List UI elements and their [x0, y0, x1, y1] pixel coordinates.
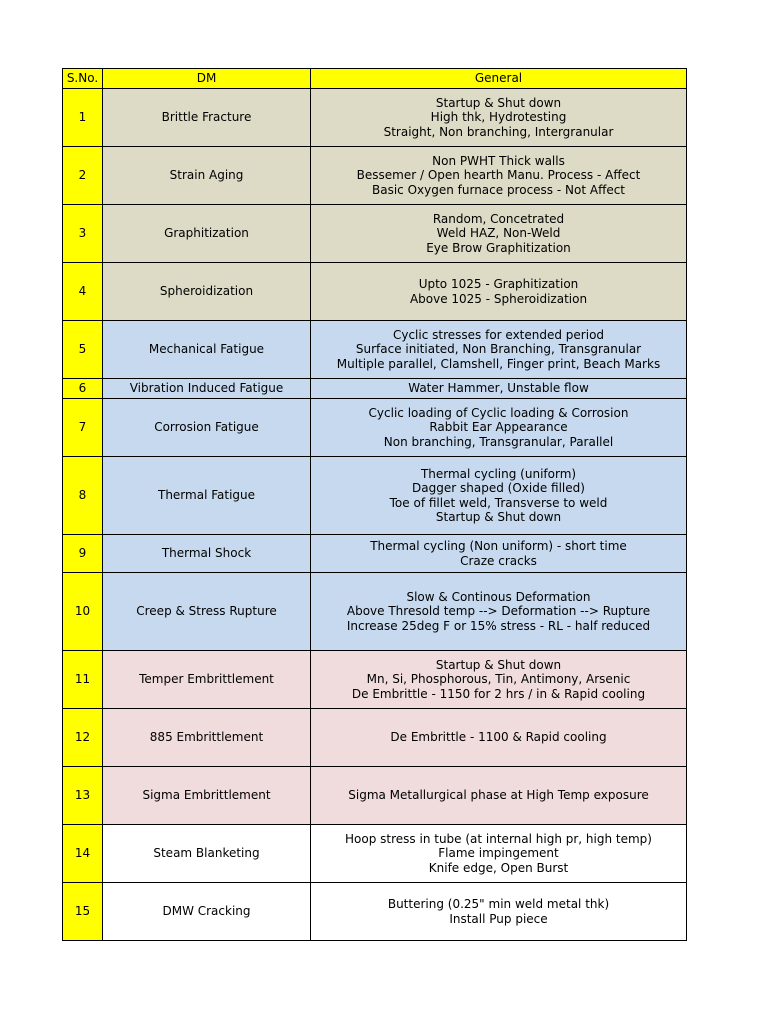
table-row: [63, 89, 687, 147]
row-number: 10: [63, 573, 103, 651]
table-row: [63, 767, 687, 825]
header-general: General: [311, 69, 687, 89]
row-number: 3: [63, 205, 103, 263]
row-number: 8: [63, 457, 103, 535]
general-notes-cell: [311, 457, 687, 535]
general-note-line: Slow & Continous Deformation: [406, 589, 591, 604]
general-notes-cell: [311, 883, 687, 941]
row-number: 4: [63, 263, 103, 321]
damage-mechanism-name: Thermal Fatigue: [103, 457, 311, 535]
general-note-line: Basic Oxygen furnace process - Not Affect: [371, 182, 626, 197]
damage-mechanism-name: DMW Cracking: [103, 883, 311, 941]
general-note-line: Flame impingement: [438, 846, 559, 861]
general-notes-cell: [311, 573, 687, 651]
general-note-line: High thk, Hydrotesting: [430, 110, 567, 125]
general-notes-cell: [311, 825, 687, 883]
general-notes-cell: [311, 321, 687, 379]
general-note-line: Toe of fillet weld, Transverse to weld: [389, 495, 608, 510]
general-notes-cell: [311, 651, 687, 709]
general-note-line: Increase 25deg F or 15% stress - RL - half reduced: [346, 618, 651, 633]
general-note-line: Dagger shaped (Oxide filled): [412, 481, 585, 495]
general-notes-cell: [311, 379, 687, 399]
damage-mechanism-name: Brittle Fracture: [103, 89, 311, 147]
damage-mechanism-name: Temper Embrittlement: [103, 651, 311, 709]
row-number: 12: [63, 709, 103, 767]
general-note-line: Cyclic loading of Cyclic loading & Corrosion: [368, 405, 629, 420]
table-row: [63, 205, 687, 263]
general-note-line: Rabbit Ear Appearance: [429, 420, 568, 435]
general-note-line: Thermal cycling (Non uniform) - short time: [370, 539, 627, 553]
table-row: [63, 883, 687, 941]
general-note-line: Weld HAZ, Non-Weld: [436, 226, 561, 241]
general-note-line: Craze cracks: [460, 553, 537, 568]
general-note-line: Knife edge, Open Burst: [428, 860, 569, 875]
row-number: 11: [63, 651, 103, 709]
row-number: 5: [63, 321, 103, 379]
table-row: [63, 147, 687, 205]
general-note-line: Cyclic stresses for extended period: [392, 327, 605, 342]
general-note-line: Sigma Metallurgical phase at High Temp exposure: [348, 788, 649, 803]
general-note-line: Non branching, Transgranular, Parallel: [383, 434, 614, 449]
row-number: 15: [63, 883, 103, 941]
damage-mechanism-name: Steam Blanketing: [103, 825, 311, 883]
table-row: [63, 535, 687, 573]
table-row: [63, 399, 687, 457]
general-note-line: Random, Concetrated: [432, 211, 565, 226]
general-notes-cell: [311, 399, 687, 457]
row-number: 1: [63, 89, 103, 147]
damage-mechanism-name: Corrosion Fatigue: [103, 399, 311, 457]
general-note-line: Eye Brow Graphitization: [426, 240, 571, 255]
general-notes-cell: [311, 263, 687, 321]
table-row: [63, 651, 687, 709]
general-notes-cell: [311, 709, 687, 767]
damage-mechanism-name: Graphitization: [103, 205, 311, 263]
general-note-line: Mn, Si, Phosphorous, Tin, Antimony, Arsenic: [366, 672, 631, 687]
general-note-line: Upto 1025 - Graphitization: [418, 277, 579, 291]
table-row: [63, 709, 687, 767]
header-row: [63, 69, 687, 89]
damage-mechanism-name: Sigma Embrittlement: [103, 767, 311, 825]
general-note-line: Straight, Non branching, Intergranular: [383, 124, 614, 139]
general-note-line: Startup & Shut down: [435, 657, 562, 672]
damage-mechanism-name: Mechanical Fatigue: [103, 321, 311, 379]
general-note-line: Startup & Shut down: [435, 510, 562, 524]
header-dm: DM: [103, 69, 311, 89]
damage-mechanism-name: Thermal Shock: [103, 535, 311, 573]
general-notes-cell: [311, 767, 687, 825]
row-number: 7: [63, 399, 103, 457]
general-note-line: Non PWHT Thick walls: [432, 153, 565, 168]
general-notes-cell: [311, 147, 687, 205]
table-row: [63, 573, 687, 651]
table-row: [63, 321, 687, 379]
general-note-line: Surface initiated, Non Branching, Transgranular: [355, 342, 642, 357]
general-note-line: Above 1025 - Spheroidization: [409, 291, 588, 306]
general-note-line: Hoop stress in tube (at internal high pr, high temp): [345, 831, 652, 846]
damage-mechanism-name: Spheroidization: [103, 263, 311, 321]
damage-mechanism-table: [62, 68, 687, 941]
general-note-line: Buttering (0.25" min weld metal thk): [387, 897, 610, 911]
damage-mechanism-name: Strain Aging: [103, 147, 311, 205]
table-body: [63, 89, 687, 941]
general-notes-cell: [311, 205, 687, 263]
table-row: [63, 825, 687, 883]
row-number: 6: [63, 379, 103, 399]
table-row: [63, 379, 687, 399]
general-note-line: Bessemer / Open hearth Manu. Process - Affect: [356, 168, 641, 183]
general-notes-cell: [311, 535, 687, 573]
general-note-line: Install Pup piece: [449, 911, 548, 926]
general-note-line: Multiple parallel, Clamshell, Finger print, Beach Marks: [336, 356, 661, 371]
row-number: 14: [63, 825, 103, 883]
table-row: [63, 263, 687, 321]
general-note-line: Startup & Shut down: [435, 95, 562, 110]
row-number: 13: [63, 767, 103, 825]
general-notes-cell: [311, 89, 687, 147]
row-number: 2: [63, 147, 103, 205]
row-number: 9: [63, 535, 103, 573]
general-note-line: De Embrittle - 1150 for 2 hrs / in & Rapid cooling: [351, 686, 646, 701]
general-note-line: Water Hammer, Unstable flow: [408, 381, 589, 396]
general-note-line: Above Thresold temp --> Deformation --> Rupture: [346, 604, 651, 619]
table-row: [63, 457, 687, 535]
damage-mechanism-name: 885 Embrittlement: [103, 709, 311, 767]
header-sno: S.No.: [63, 69, 103, 89]
general-note-line: Thermal cycling (uniform): [420, 466, 577, 481]
damage-mechanism-name: Creep & Stress Rupture: [103, 573, 311, 651]
damage-mechanism-name: Vibration Induced Fatigue: [103, 379, 311, 399]
general-note-line: De Embrittle - 1100 & Rapid cooling: [390, 730, 607, 745]
